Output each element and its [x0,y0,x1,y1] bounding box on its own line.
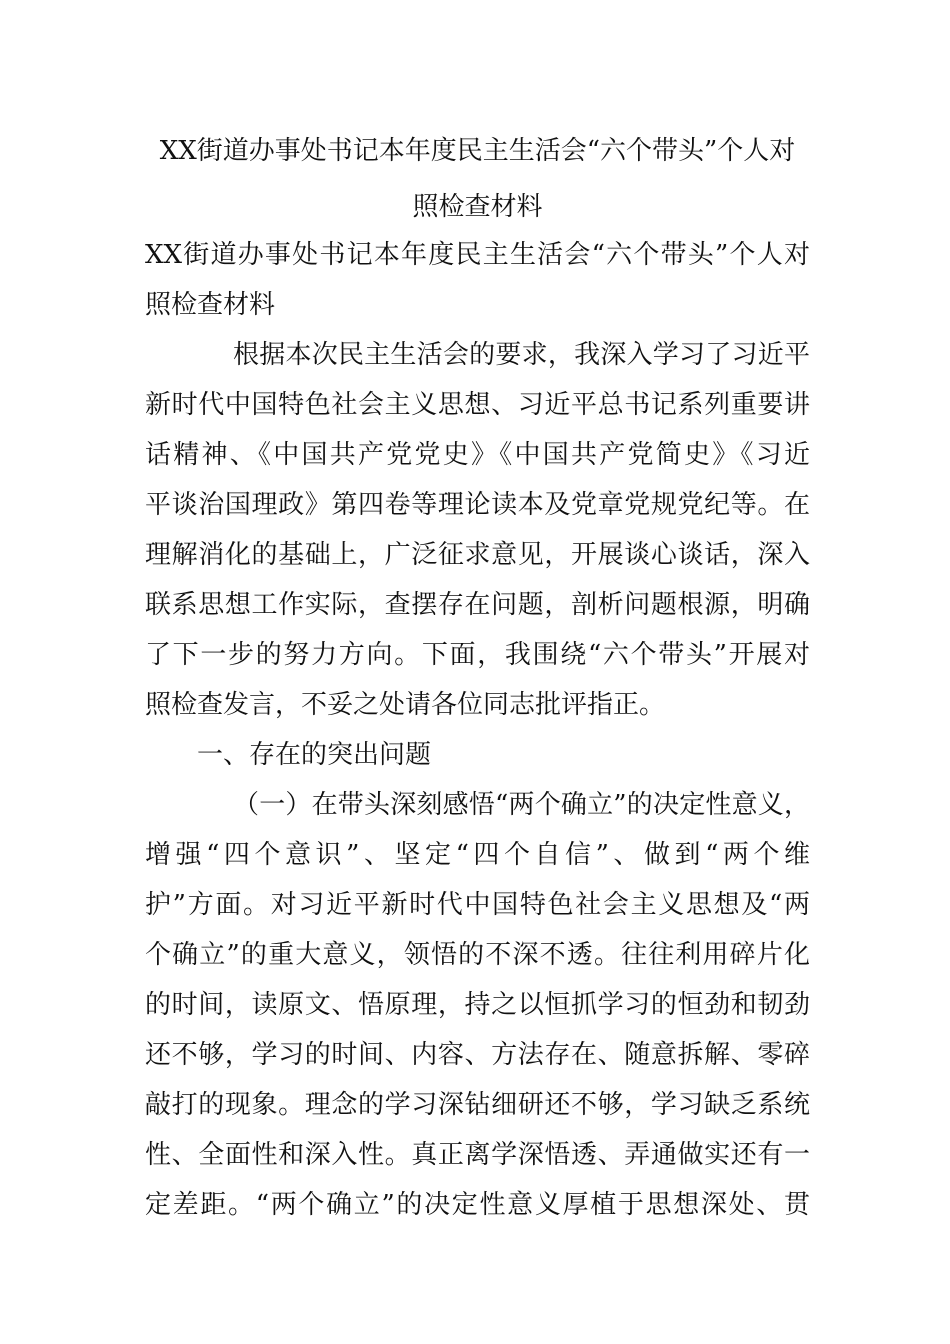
body-line: 增强“四个意识”、坚定“四个自信”、做到“两个维 [145,840,810,870]
body-line: 话精神、《中国共产党党史》《中国共产党简史》《习近 [145,440,810,470]
body-line: 护”方面。对习近平新时代中国特色社会主义思想及“两 [145,890,810,920]
body-line: 的时间，读原文、悟原理，持之以恒抓学习的恒劲和韧劲 [145,990,810,1020]
body-line: 新时代中国特色社会主义思想、习近平总书记系列重要讲 [145,390,810,420]
body-line: 照检查材料 [145,290,276,320]
body-line: 定差距。“两个确立”的决定性意义厚植于思想深处、贯 [145,1190,810,1220]
body-line: （一）在带头深刻感悟“两个确立”的决定性意义， [233,790,810,820]
body-line: 敲打的现象。理念的学习深钻细研还不够，学习缺乏系统 [145,1090,810,1120]
body-line: 理解消化的基础上，广泛征求意见，开展谈心谈话，深入 [145,540,810,570]
document-body [145,230,810,1230]
title-line-1: XX街道办事处书记本年度民主生活会“六个带头”个人对 [159,136,796,166]
body-line: 联系思想工作实际，查摆存在问题，剖析问题根源，明确 [145,590,810,620]
body-line: XX街道办事处书记本年度民主生活会“六个带头”个人对 [145,240,810,270]
body-line: 照检查发言，不妥之处请各位同志批评指正。 [145,690,666,720]
body-line: 平谈治国理政》第四卷等理论读本及党章党规党纪等。在 [145,490,810,520]
body-line: 还不够，学习的时间、内容、方法存在、随意拆解、零碎 [145,1040,810,1070]
body-line: 了下一步的努力方向。下面，我围绕“六个带头”开展对 [145,640,810,670]
title-line-2: 照检查材料 [412,192,543,222]
body-line: 性、全面性和深入性。真正离学深悟透、弄通做实还有一 [145,1140,810,1170]
body-line: 根据本次民主生活会的要求，我深入学习了习近平 [233,340,810,370]
body-line: 个确立”的重大意义，领悟的不深不透。往往利用碎片化 [145,940,810,970]
document-title [145,123,810,235]
body-line: 一、存在的突出问题 [197,740,432,770]
